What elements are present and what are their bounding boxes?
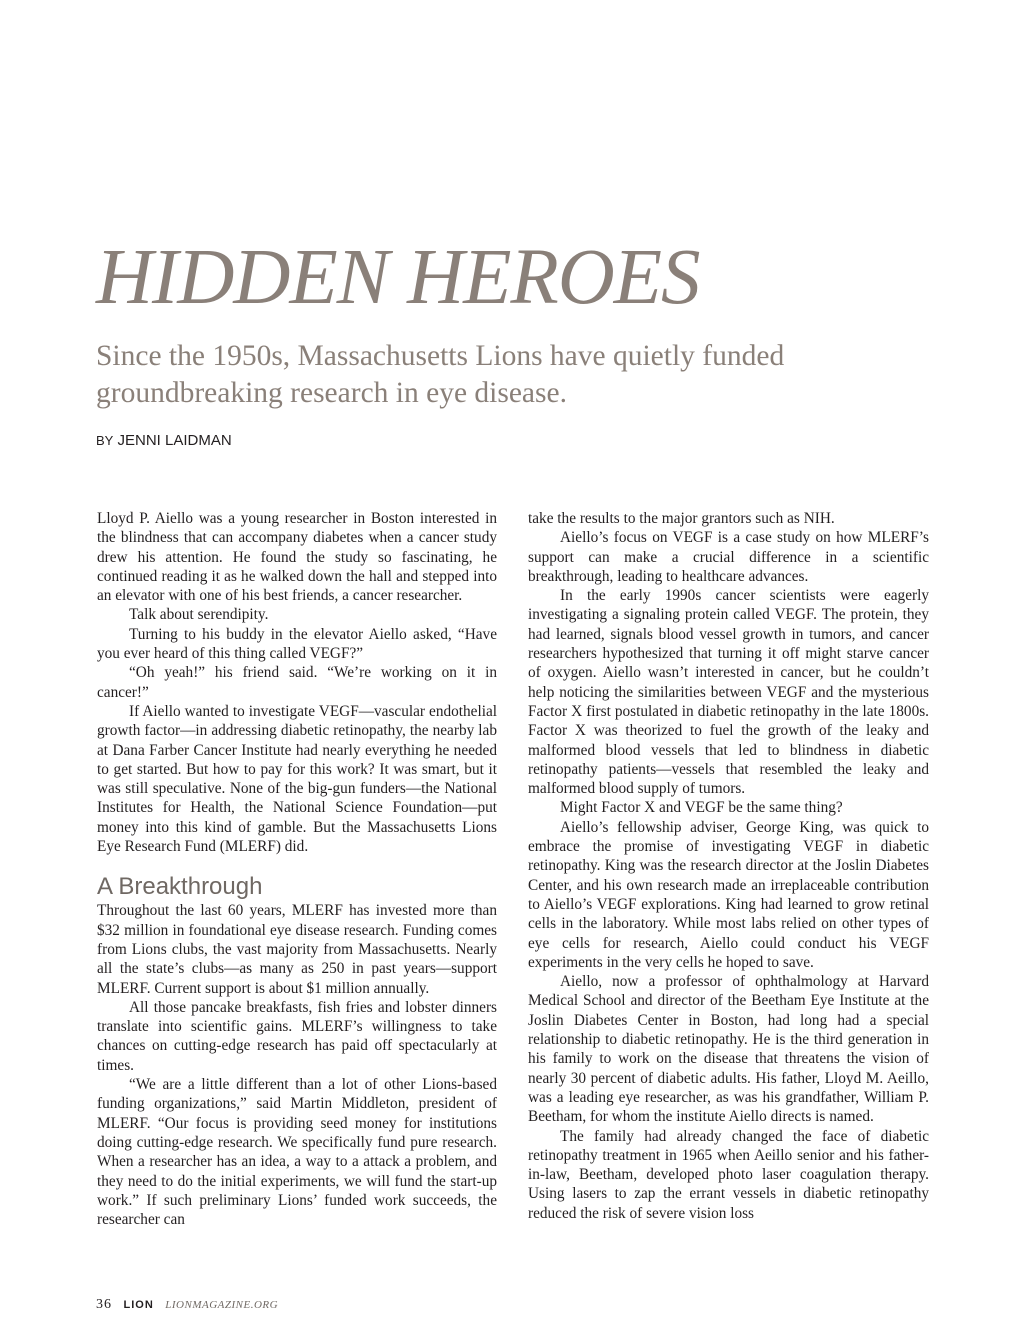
body-paragraph: Turning to his buddy in the elevator Aiello asked, “Have you ever heard of this thing called VEGF?” [97, 625, 497, 663]
magazine-url: LIONMAGAZINE.ORG [165, 1299, 279, 1311]
body-paragraph: Aiello’s fellowship adviser, George King, was quick to embrace the promise of investigating VEGF in diabetic retinopathy. King was the research director at the Joslin Diabetes Center, and his own research made an irreplaceable contribution to Aiello’s VEGF explorations. King had learned to grow retinal cells in the laboratory. While most labs relied on other types of eye cells for research, Aiello could conduct his VEGF experiments in the very cells he hoped to save. [528, 818, 929, 971]
body-paragraph: Talk about serendipity. [129, 606, 269, 624]
body-paragraph: Lloyd P. Aiello was a young researcher in Boston interested in the blindness that can accompany diabetes when a cancer study drew his attention. He found the study so fascinating, he continued reading it as he walked down the hall and stepped into an elevator with one of his best friends, a cancer researcher. [97, 510, 497, 605]
body-paragraph: If Aiello wanted to investigate VEGF—vascular endothelial growth factor—in addressing diabetic retinopathy, the nearby lab at Dana Farber Cancer Institute had nearly everything he needed to get started. But how to pay for this work? It was smart, but it was still speculative. None of the big-gun funders—the National Institutes for Health, the National Science Foundation—put money into this kind of gamble. But the Massachusetts Lions Eye Research Fund (MLERF) did. [97, 702, 497, 856]
byline-prefix: BY [96, 433, 114, 448]
body-paragraph: “Oh yeah!” his friend said. “We’re working on it in cancer!” [97, 664, 497, 701]
body-paragraph: take the results to the major grantors such as NIH. [528, 510, 835, 527]
page-footer [96, 1297, 278, 1313]
body-paragraph: Might Factor X and VEGF be the same thing? [560, 799, 843, 817]
body-paragraph: The family had already changed the face of diabetic retinopathy treatment in 1965 when Aeillo senior and his father-in-law, Beetham, developed photo laser coagulation therapy. Using lasers to zap the errant vessels in diabetic retinopathy reduced the risk of severe vision loss [528, 1127, 929, 1222]
left-column [97, 509, 497, 1229]
section-heading: A Breakthrough [97, 873, 263, 901]
article-title: HIDDEN HEROES [96, 234, 700, 321]
byline [96, 432, 232, 449]
page-number: 36 [96, 1297, 112, 1312]
body-paragraph: In the early 1990s cancer scientists were eagerly investigating a signaling protein called VEGF. The protein, they had learned, signals blood vessel growth in tumors, and cancer researchers hypothesized that turning it off might starve cancer of oxygen. Aiello wasn’t interested in cancer, but he couldn’t help noticing the similarities between VEGF and the mysterious Factor X first postulated in diabetic retinopathy in the late 1800s. Factor X was theorized to fuel the growth of the leaky and malformed blood vessels that led to blindness in diabetic retinopathy patients—vessels that resembled the leaky and malformed blood supply of tumors. [528, 587, 929, 798]
body-paragraph: All those pancake breakfasts, fish fries and lobster dinners translate into scientific gains. MLERF’s willingness to take chances on cutting-edge research has paid off spectacularly at times. [97, 998, 497, 1074]
right-column [528, 509, 929, 1223]
byline-author: JENNI LAIDMAN [117, 432, 232, 449]
body-paragraph: “We are a little different than a lot of other Lions-based funding organizations,” said Martin Middleton, president of MLERF. “Our focus is providing seed money for institutions doing cutting-edge research. We specifically fund pure research. When a researcher has an idea, a way to a attack a problem, and they need to do the initial experiments, we will fund the start-up work.” If such preliminary Lions’ funded work succeeds, the researcher can [97, 1076, 497, 1229]
body-paragraph: Aiello, now a professor of ophthalmology at Harvard Medical School and director of the Beetham Eye Institute at the Joslin Diabetes Center in Boston, had long had a special relationship to diabetic retinopathy. He is the third generation in his family to work on the disease that threatens the vision of nearly 30 percent of diabetic adults. His father, Lloyd M. Aeillo, was a leading eye researcher, as was his grandfather, William P. Beetham, for whom the institute Aiello directs is named. [528, 973, 929, 1126]
body-paragraph: Throughout the last 60 years, MLERF has invested more than $32 million in foundational eye disease research. Funding comes from Lions clubs, the vast majority from Massachusetts. Nearly all the state’s clubs—as many as 250 in past years—support MLERF. Current support is about $1 million annually. [97, 902, 497, 997]
body-paragraph: Aiello’s focus on VEGF is a case study on how MLERF’s support can make a crucial difference in a scientific breakthrough, leading to healthcare advances. [528, 529, 929, 585]
article-subtitle: Since the 1950s, Massachusetts Lions have quietly funded groundbreaking research in eye disease. [96, 340, 785, 409]
magazine-name: LION [123, 1299, 154, 1311]
